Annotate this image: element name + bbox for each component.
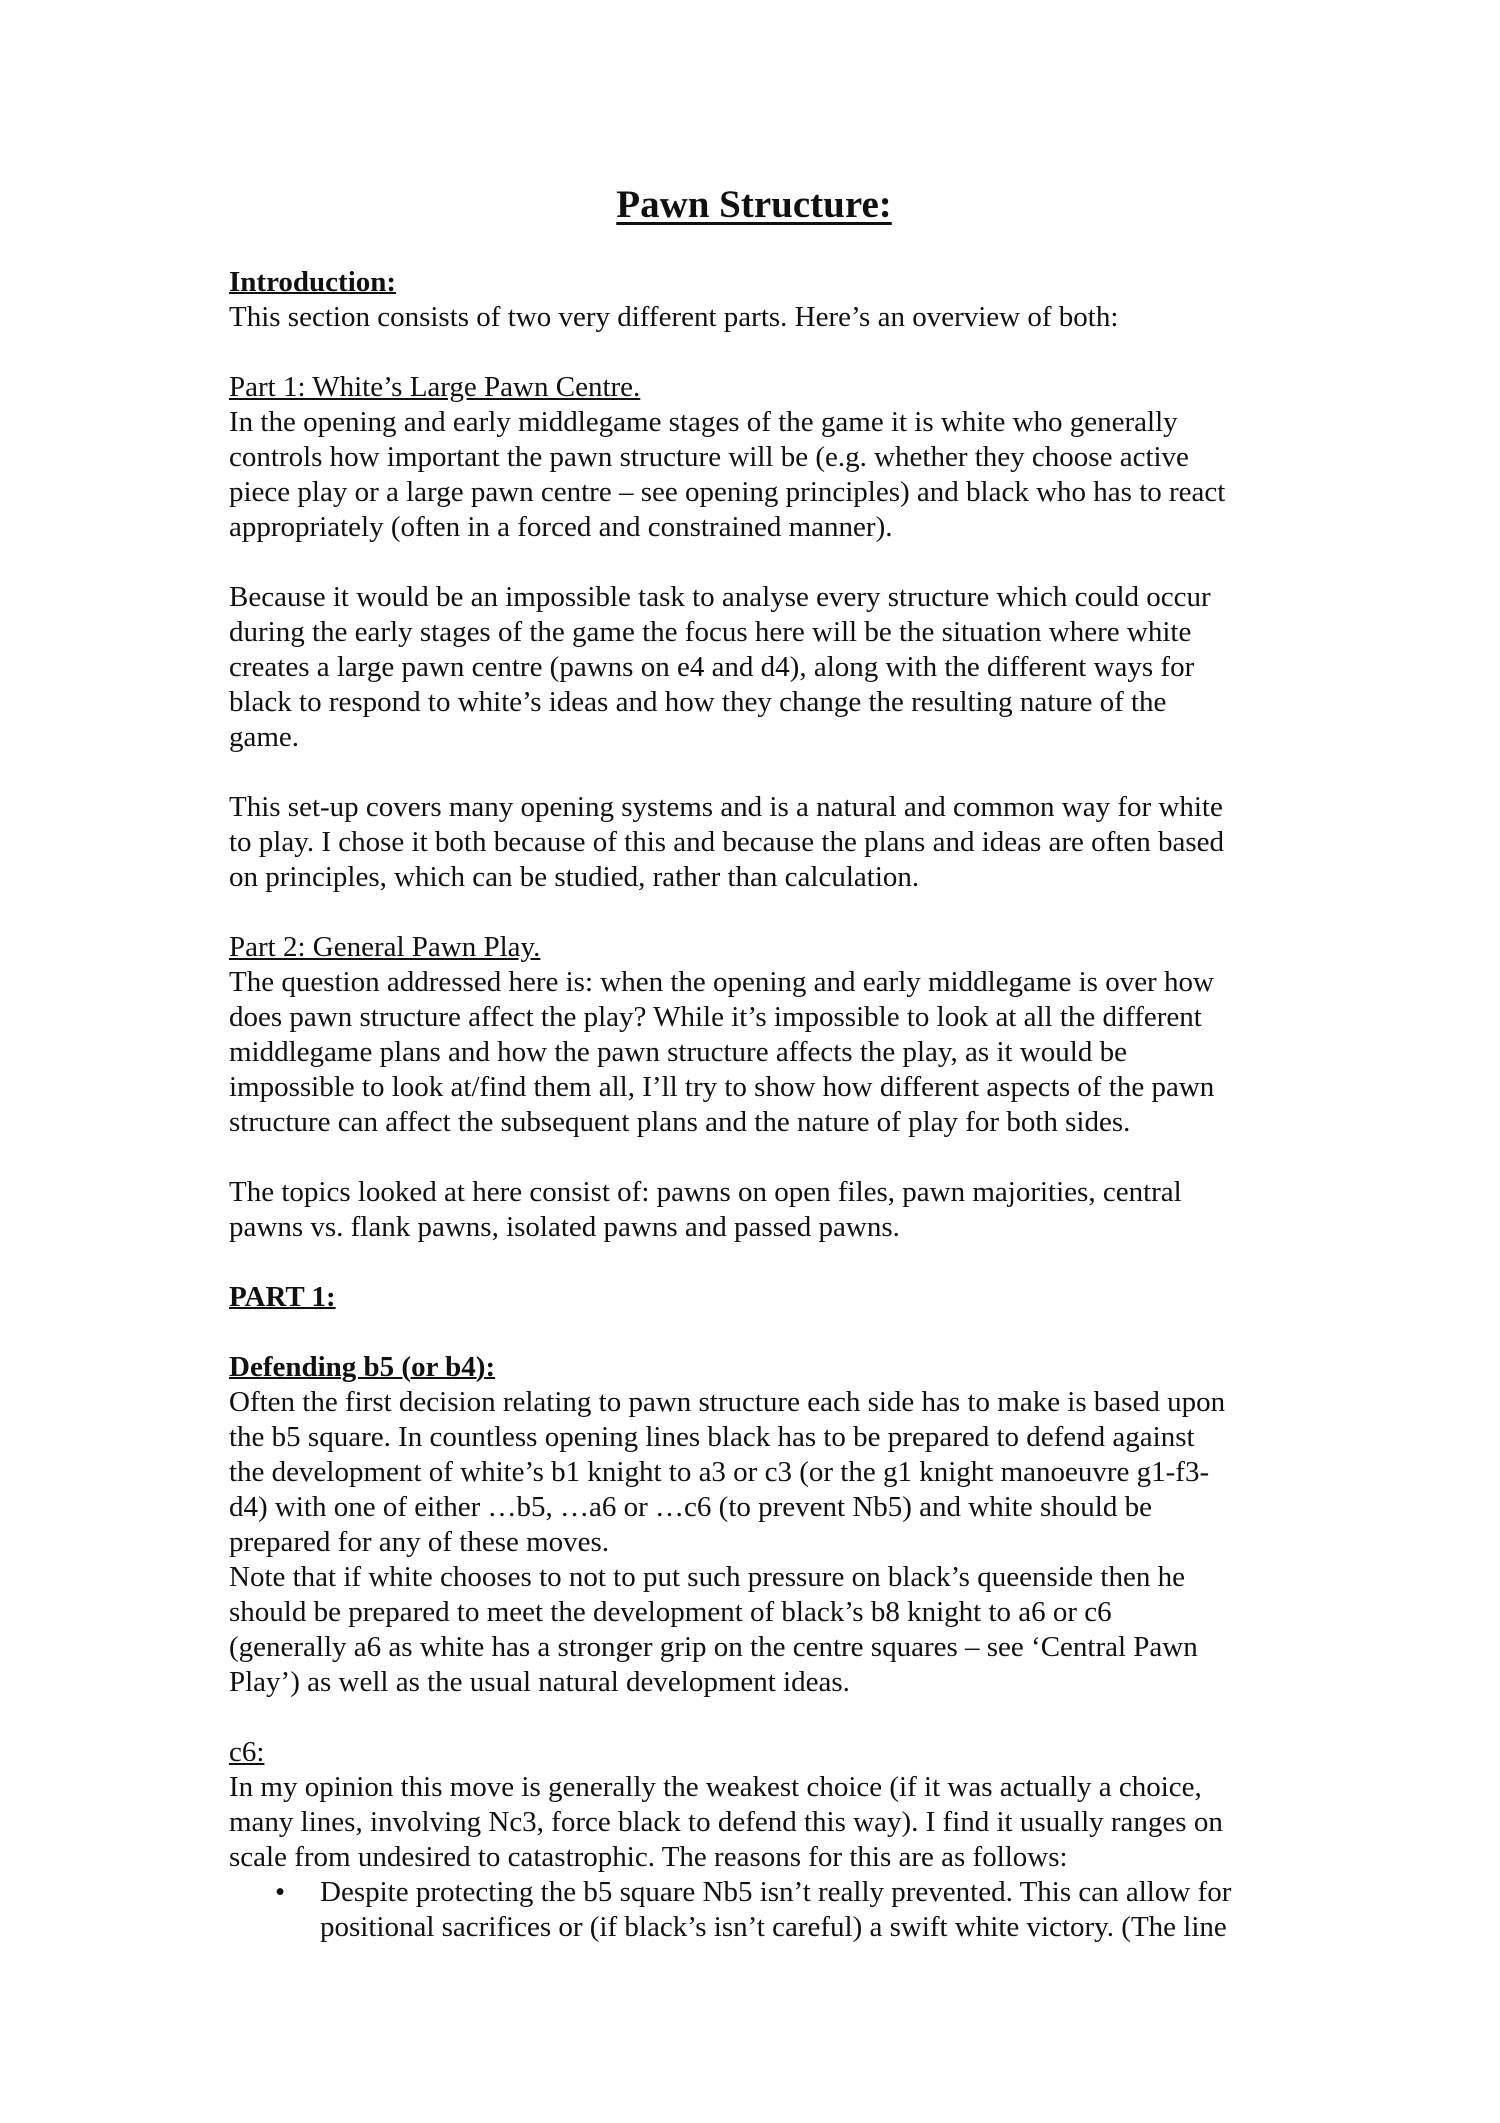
- text-line: This section consists of two very different parts. Here’s an overview of both:: [229, 301, 1119, 333]
- text-line: impossible to look at/find them all, I’ll try to show how different aspects of the pawn: [229, 1071, 1215, 1103]
- text-line: creates a large pawn centre (pawns on e4 and d4), along with the different ways for: [229, 651, 1195, 683]
- text-line: structure can affect the subsequent plans and the nature of play for both sides.: [229, 1106, 1131, 1138]
- text-line: The topics looked at here consist of: pawns on open files, pawn majorities, central: [229, 1176, 1182, 1208]
- text-line: should be prepared to meet the development of black’s b8 knight to a6 or c6: [229, 1596, 1112, 1628]
- defending-heading: Defending b5 (or b4):: [229, 1351, 496, 1383]
- text-line: This set-up covers many opening systems and is a natural and common way for white: [229, 791, 1223, 823]
- text-line: piece play or a large pawn centre – see opening principles) and black who has to react: [229, 476, 1226, 508]
- text-line: middlegame plans and how the pawn structure affects the play, as it would be: [229, 1036, 1127, 1068]
- text-line: The question addressed here is: when the opening and early middlegame is over how: [229, 966, 1214, 998]
- text-line: many lines, involving Nc3, force black to defend this way). I find it usually ranges on: [229, 1806, 1223, 1838]
- text-line: Play’) as well as the usual natural development ideas.: [229, 1666, 850, 1698]
- intro-paragraph: [229, 300, 1231, 335]
- text-line: scale from undesired to catastrophic. The reasons for this are as follows:: [229, 1841, 1068, 1873]
- text-line: pawns vs. flank pawns, isolated pawns and passed pawns.: [229, 1211, 900, 1243]
- part1-subheading: Part 1: White’s Large Pawn Centre.: [229, 371, 641, 403]
- bullet-icon: •: [275, 1876, 286, 1908]
- text-line: In my opinion this move is generally the weakest choice (if it was actually a choice,: [229, 1771, 1202, 1803]
- text-line: Because it would be an impossible task to analyse every structure which could occur: [229, 581, 1211, 613]
- part1-section-heading: PART 1:: [229, 1281, 336, 1313]
- c6-paragraph: [229, 1770, 1231, 1875]
- c6-subheading: c6:: [229, 1736, 265, 1768]
- text-line: prepared for any of these moves.: [229, 1526, 610, 1558]
- text-line: Note that if white chooses to not to put such pressure on black’s queenside then he: [229, 1561, 1185, 1593]
- text-line: positional sacrifices or (if black’s isn’t careful) a swift white victory. (The line: [320, 1911, 1227, 1943]
- document-body: [229, 265, 1231, 1945]
- text-line: game.: [229, 721, 300, 753]
- text-line: appropriately (often in a forced and constrained manner).: [229, 511, 893, 543]
- text-line: d4) with one of either …b5, …a6 or …c6 (to prevent Nb5) and white should be: [229, 1491, 1152, 1523]
- introduction-heading: Introduction:: [229, 266, 397, 298]
- part1-paragraph-2: [229, 580, 1231, 755]
- text-line: the b5 square. In countless opening lines black has to be prepared to defend against: [229, 1421, 1195, 1453]
- text-line: the development of white’s b1 knight to a3 or c3 (or the g1 knight manoeuvre g1-f3-: [229, 1456, 1210, 1488]
- text-line: on principles, which can be studied, rather than calculation.: [229, 861, 920, 893]
- part2-paragraph-2: [229, 1175, 1231, 1245]
- text-line: (generally a6 as white has a stronger grip on the centre squares – see ‘Central Pawn: [229, 1631, 1198, 1663]
- text-line: Despite protecting the b5 square Nb5 isn’t really prevented. This can allow for: [320, 1876, 1232, 1908]
- defending-paragraph-1: [229, 1385, 1231, 1560]
- defending-paragraph-2: [229, 1560, 1231, 1700]
- part1-paragraph-3: [229, 790, 1231, 895]
- part2-paragraph-1: [229, 965, 1231, 1140]
- part2-subheading: Part 2: General Pawn Play.: [229, 931, 541, 963]
- text-line: black to respond to white’s ideas and how they change the resulting nature of the: [229, 686, 1167, 718]
- bullet-item: [229, 1875, 1231, 1945]
- text-line: Often the first decision relating to pawn structure each side has to make is based upon: [229, 1386, 1226, 1418]
- page-title: Pawn Structure:: [616, 183, 892, 226]
- text-line: does pawn structure affect the play? While it’s impossible to look at all the different: [229, 1001, 1202, 1033]
- text-line: In the opening and early middlegame stages of the game it is white who generally: [229, 406, 1178, 438]
- text-line: controls how important the pawn structure will be (e.g. whether they choose active: [229, 441, 1189, 473]
- part1-paragraph-1: [229, 405, 1231, 545]
- text-line: to play. I chose it both because of this and because the plans and ideas are often based: [229, 826, 1225, 858]
- text-line: during the early stages of the game the focus here will be the situation where white: [229, 616, 1192, 648]
